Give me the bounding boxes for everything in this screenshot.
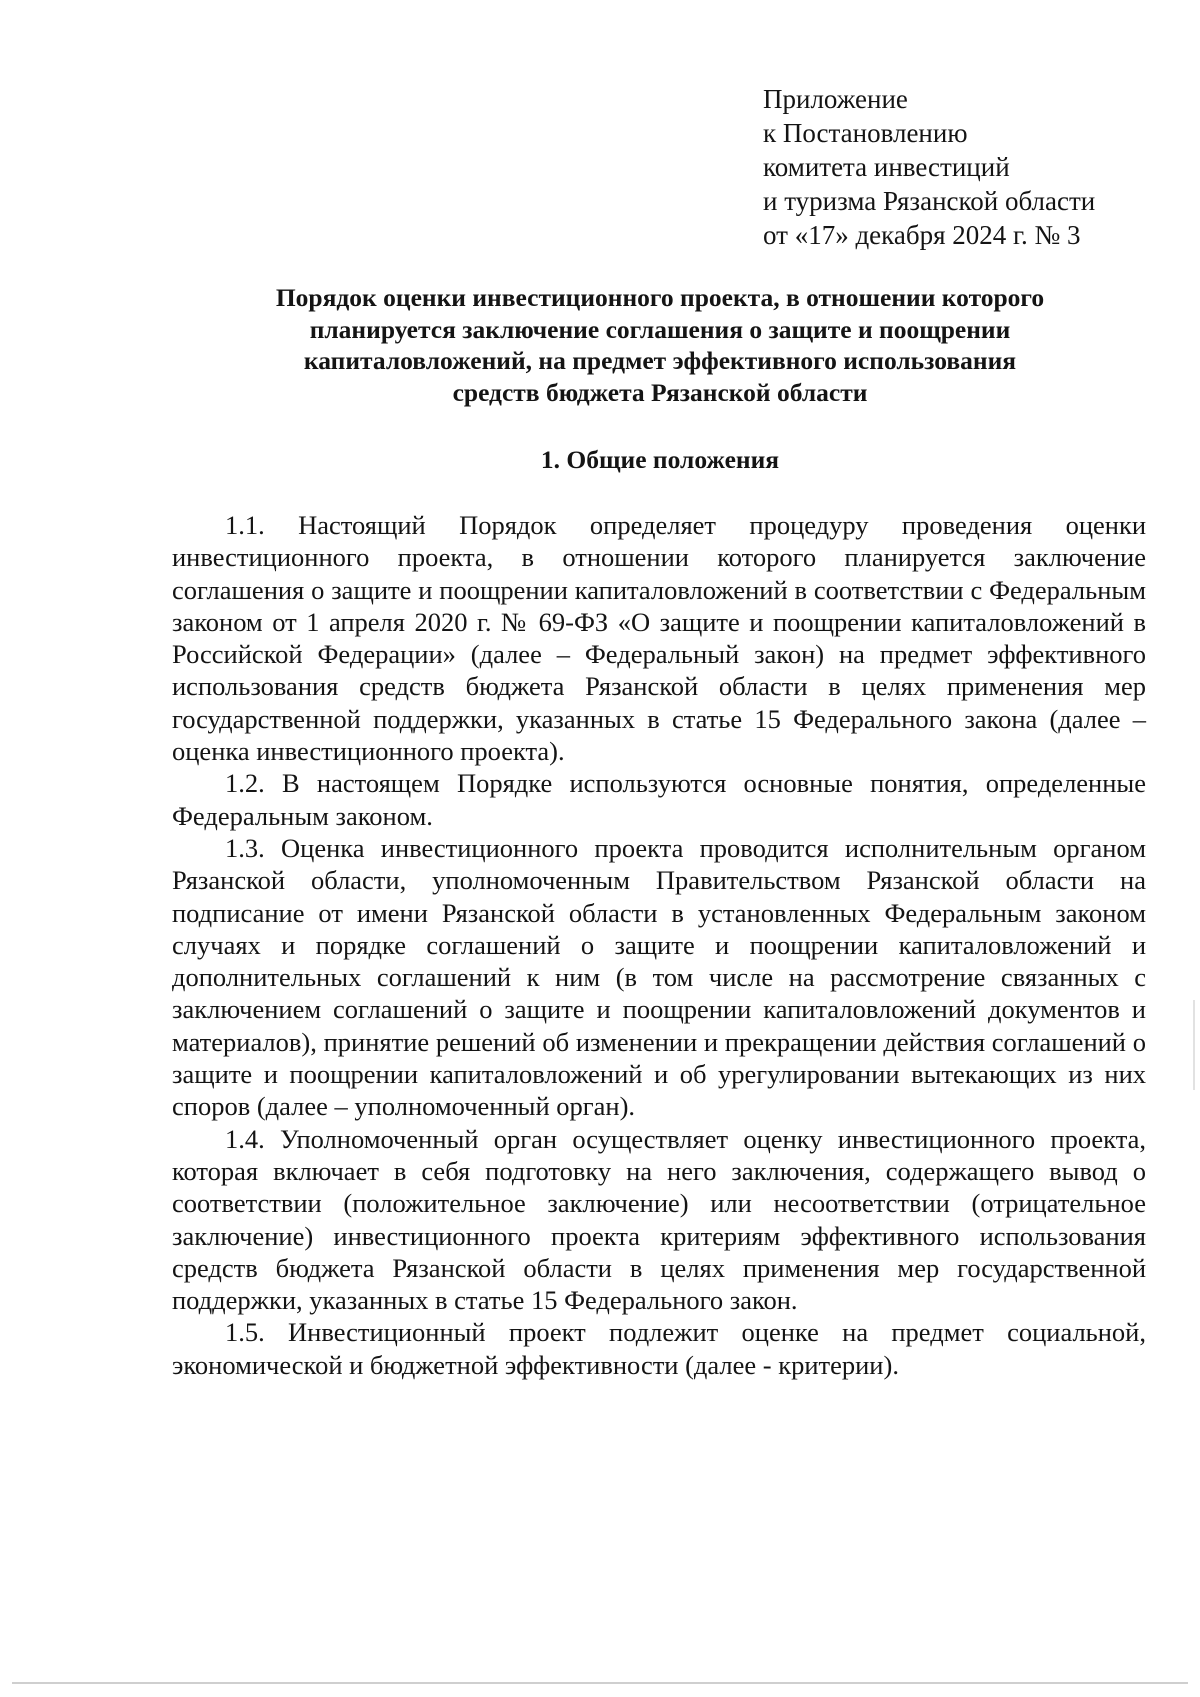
appendix-line: от «17» декабря 2024 г. № 3 [763,220,1081,250]
paragraph-1-4: 1.4. Уполномоченный орган осуществляет оценку инвестиционного проекта, которая включает в себя подготовку на него заключения, содержащего вывод о соответствии (положительное заключение) или несоответствии (отрицательное заключение) инвестиционного проекта критериям эффективного использования средств бюджета Рязанской области в целях применения мер государственной поддержки, указанных в статье 15 Федерального закон. [172,1123,1146,1316]
section-body [172,509,1146,1381]
paragraph-1-5: 1.5. Инвестиционный проект подлежит оценке на предмет социальной, экономической и бюджетной эффективности (далее - критерии). [172,1317,1146,1380]
document-title [170,282,1150,408]
scan-margin-mark [1193,1000,1195,1090]
title-line: планируется заключение соглашения о защите и поощрении [309,314,1011,344]
appendix-header [763,82,1163,252]
appendix-line: Приложение [763,84,908,114]
scan-edge-line [12,1682,1188,1684]
appendix-line: комитета инвестиций [763,152,1010,182]
title-line: капиталовложений, на предмет эффективного использования [303,346,1017,375]
section-heading: 1. Общие положения [540,445,780,474]
paragraph-1-3: 1.3. Оценка инвестиционного проекта проводится исполнительным органом Рязанской области, уполномоченным Правительством Рязанской области на подписание от имени Рязанской области в установленных Федеральным законом случаях и порядке соглашений о защите и поощрении капиталовложений и дополнительных соглашений к ним (в том числе на рассмотрение связанных с заключением соглашений о защите и поощрении капиталовложений документов и материалов), принятие решений об изменении и прекращении действия соглашений о защите и поощрении капиталовложений и об урегулировании вытекающих из них споров (далее – уполномоченный орган). [172,832,1146,1122]
paragraph-1-1: 1.1. Настоящий Порядок определяет процедуру проведения оценки инвестиционного проекта, в отношении которого планируется заключение соглашения о защите и поощрении капиталовложений в соответствии с Федеральным законом от 1 апреля 2020 г. № 69-ФЗ «О защите и поощрении капиталовложений в Российской Федерации» (далее – Федеральный закон) на предмет эффективного использования средств бюджета Рязанской области в целях применения мер государственной поддержки, указанных в статье 15 Федерального закона (далее – оценка инвестиционного проекта). [172,510,1146,767]
appendix-line: и туризма Рязанской области [763,186,1096,216]
title-line: средств бюджета Рязанской области [452,377,868,407]
paragraph-1-2: 1.2. В настоящем Порядке используются основные понятия, определенные Федеральным законом. [172,768,1146,831]
appendix-line: к Постановлению [763,118,968,148]
title-line: Порядок оценки инвестиционного проекта, в отношении которого [275,283,1045,312]
